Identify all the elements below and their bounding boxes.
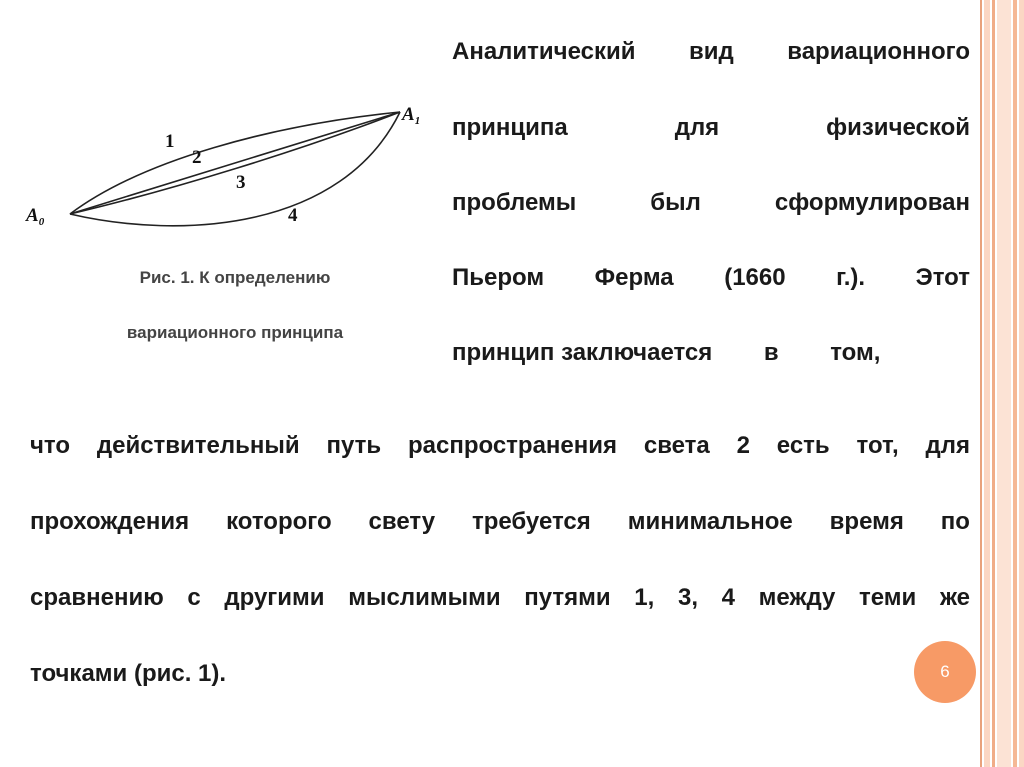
path-label-4: 4 xyxy=(288,205,298,226)
path-label-3: 3 xyxy=(236,172,246,193)
label-a0: $A_0$ xyxy=(26,205,45,228)
body-text-line-3: сравнению с другими мыслимыми путями 1, 3, 4 между теми же xyxy=(30,584,970,611)
right-text-line-2: принципа для физической xyxy=(452,114,970,141)
right-text-line-3: проблемы был сформулирован xyxy=(452,189,970,216)
page-number-badge: 6 xyxy=(914,641,976,703)
right-text-line-1: Аналитический вид вариационного xyxy=(452,38,970,65)
body-text-line-4: точками (рис. 1). xyxy=(30,660,227,687)
body-text-line-2: прохождения которого свету требуется минимальное время по xyxy=(30,508,970,535)
figure-caption-line-2: вариационного принципа xyxy=(126,323,344,342)
path-label-1: 1 xyxy=(165,131,175,152)
decorative-border xyxy=(980,0,1024,767)
figure-diagram xyxy=(22,100,442,240)
right-text-line-4: Пьером Ферма (1660 г.). Этот xyxy=(452,264,970,291)
label-a1: $A_1$ xyxy=(402,104,421,127)
path-label-2: 2 xyxy=(192,147,202,168)
body-text-line-1: что действительный путь распространения света 2 есть тот, для xyxy=(30,432,970,459)
right-text-line-5: принцип заключается в том, xyxy=(452,339,881,366)
path-2 xyxy=(70,112,400,214)
figure-caption-line-1: Рис. 1. К определению xyxy=(139,268,331,287)
